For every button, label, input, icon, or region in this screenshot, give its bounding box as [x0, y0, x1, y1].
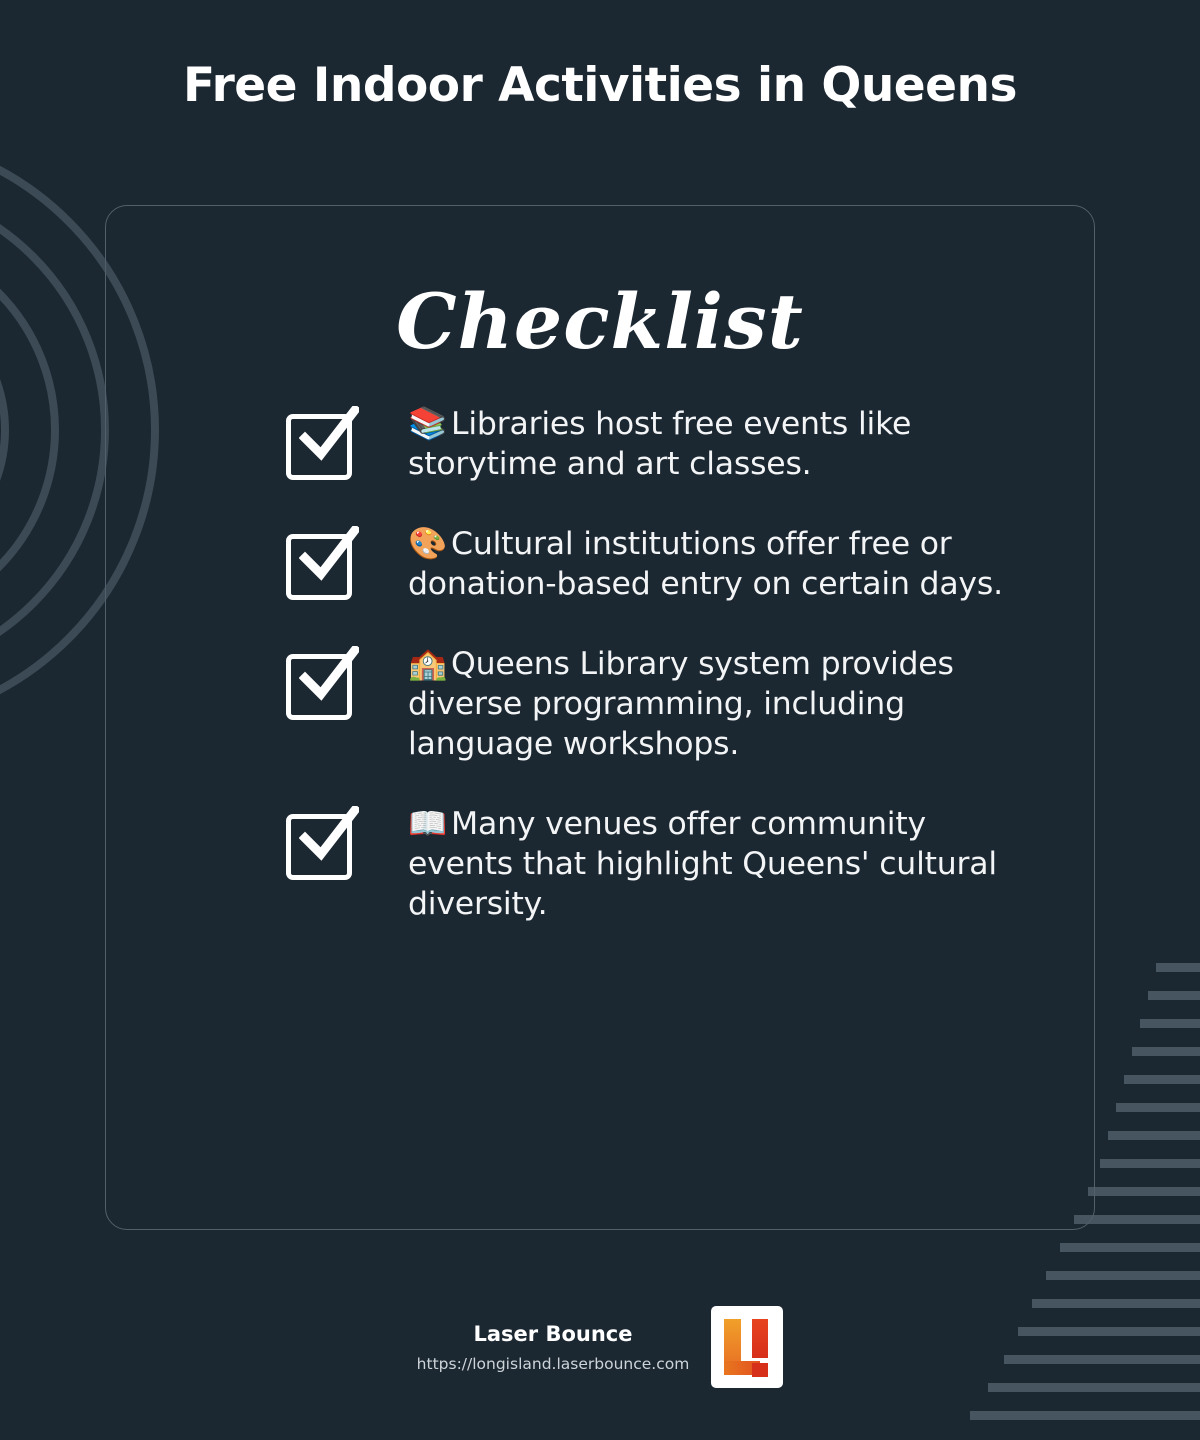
open-book-icon: 📖: [408, 806, 448, 842]
list-item-text: [408, 524, 1008, 604]
checklist-card: [105, 205, 1095, 1230]
checkbox-checked-icon[interactable]: [286, 808, 360, 882]
list-item[interactable]: [286, 524, 1064, 604]
footer: [0, 1306, 1200, 1388]
page-title: Free Indoor Activities in Queens: [183, 58, 1017, 113]
checkbox-checked-icon[interactable]: [286, 408, 360, 482]
checklist-heading: Checklist: [396, 277, 804, 366]
office-building-icon: 🏫: [408, 646, 448, 682]
list-item-label: Many venues offer community events that highlight Queens' cultural diversity.: [408, 806, 997, 922]
books-icon: 📚: [408, 406, 448, 442]
list-item-text: [408, 644, 1008, 764]
checklist-items: [106, 404, 1094, 924]
checkbox-checked-icon[interactable]: [286, 648, 360, 722]
checkbox-checked-icon[interactable]: [286, 528, 360, 602]
list-item[interactable]: [286, 644, 1064, 764]
list-item-text: [408, 804, 1008, 924]
list-item-label: Libraries host free events like storytime and art classes.: [408, 406, 912, 482]
list-item-label: Cultural institutions offer free or donation-based entry on certain days.: [408, 526, 1003, 602]
list-item-label: Queens Library system provides diverse programming, including language workshops.: [408, 646, 954, 762]
footer-brand: [417, 1321, 690, 1373]
laser-bounce-logo: [711, 1306, 783, 1388]
list-item[interactable]: [286, 404, 1064, 484]
artist-palette-icon: 🎨: [408, 526, 448, 562]
list-item[interactable]: [286, 804, 1064, 924]
brand-url[interactable]: https://longisland.laserbounce.com: [416, 1355, 690, 1374]
list-item-text: [408, 404, 1008, 484]
brand-name: Laser Bounce: [473, 1321, 633, 1346]
